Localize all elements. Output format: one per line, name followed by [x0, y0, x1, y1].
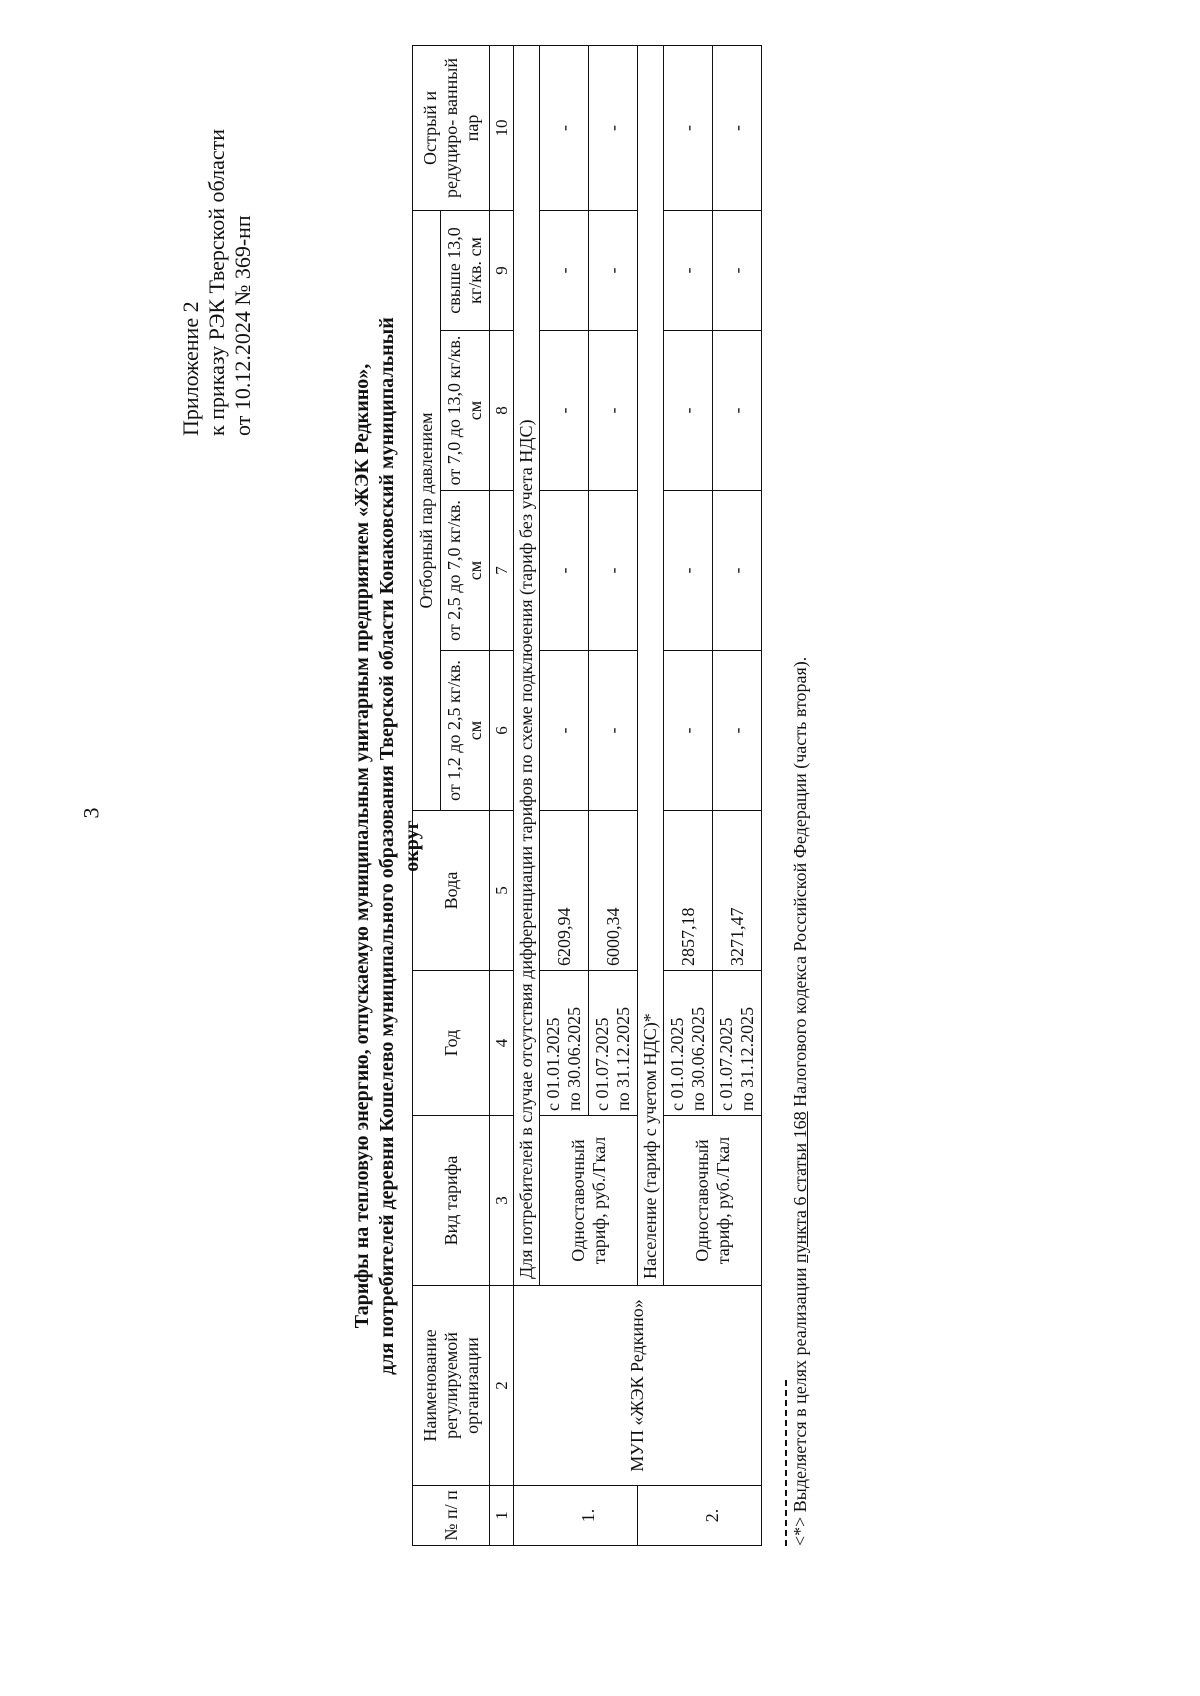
footnote-separator: [785, 1380, 787, 1546]
col-number: 1: [490, 1486, 514, 1546]
appendix-line-2: к приказу РЭК Тверской области: [204, 128, 229, 436]
pressure-2-value: -: [713, 491, 762, 651]
col-number: 10: [490, 45, 514, 210]
year-to: по 31.12.2025: [613, 1006, 633, 1111]
header-year: Год: [413, 971, 490, 1116]
header-num: № п/ п: [413, 1486, 490, 1546]
pressure-2-value: -: [540, 491, 589, 651]
header-org: Наименование регулируемой организации: [413, 1286, 490, 1486]
title-line-1: Тарифы на тепловую энергию, отпускаемую муниципальным унитарным предприятием «ЖЭК Редкино»,: [351, 363, 373, 1329]
pressure-1-value: -: [713, 651, 762, 811]
water-value: 6000,34: [589, 811, 638, 971]
tariff-table: [412, 45, 762, 1546]
year-cell: [713, 971, 762, 1116]
appendix-line-1: Приложение 2: [178, 301, 203, 436]
pressure-2-value: -: [589, 491, 638, 651]
header-pressure-3: от 7,0 до 13,0 кг/кв. см: [441, 331, 490, 491]
pressure-3-value: -: [589, 331, 638, 491]
year-from: с 01.07.2025: [592, 1017, 612, 1111]
year-from: с 01.07.2025: [716, 1017, 736, 1111]
year-cell: [540, 971, 589, 1116]
sharp-steam-value: -: [664, 45, 713, 210]
pressure-1-value: -: [589, 651, 638, 811]
sharp-steam-value: -: [589, 45, 638, 210]
sharp-steam-value: -: [540, 45, 589, 210]
appendix-block: [178, 129, 256, 436]
footnote: [790, 657, 811, 1546]
header-row-1: [413, 45, 441, 1545]
header-water: Вода: [413, 811, 490, 971]
pressure-4-value: -: [713, 210, 762, 330]
section-heading-row: [514, 45, 540, 1545]
header-pressure-4: свыше 13,0 кг/кв. см: [441, 210, 490, 330]
col-number: 7: [490, 491, 514, 651]
section-heading: Для потребителей в случае отсутствия дифференциации тарифов по схеме подключения (тариф без учета НДС): [514, 45, 540, 1285]
header-selected-steam: Отборный пар давлением: [413, 210, 441, 810]
year-to: по 30.06.2025: [688, 1006, 708, 1111]
footnote-law-link: пункта 6 статьи 168: [790, 1111, 810, 1263]
header-tariff-type: Вид тарифа: [413, 1116, 490, 1286]
col-number: 8: [490, 331, 514, 491]
year-to: по 31.12.2025: [737, 1006, 757, 1111]
water-value: 2857,18: [664, 811, 713, 971]
tariff-type-cell: Одноставочный тариф, руб./Гкал: [664, 1116, 762, 1286]
column-number-row: [490, 45, 514, 1545]
pressure-3-value: -: [713, 331, 762, 491]
row-number: 2.: [664, 1486, 762, 1546]
pressure-2-value: -: [664, 491, 713, 651]
year-from: с 01.01.2025: [667, 1017, 687, 1111]
sharp-steam-value: -: [713, 45, 762, 210]
pressure-3-value: -: [664, 331, 713, 491]
header-pressure-1: от 1,2 до 2,5 кг/кв. см: [441, 651, 490, 811]
page-number: 3: [78, 807, 104, 819]
section-heading: Население (тариф с учетом НДС)*: [638, 45, 664, 1285]
org-name-cell: МУП «ЖЭК Редкино»: [514, 1286, 762, 1486]
col-number: 3: [490, 1116, 514, 1286]
water-value: 6209,94: [540, 811, 589, 971]
year-from: с 01.01.2025: [543, 1017, 563, 1111]
pressure-4-value: -: [589, 210, 638, 330]
col-number: 2: [490, 1286, 514, 1486]
col-number: 9: [490, 210, 514, 330]
title-line-2: для потребителей деревни Кошелево муниципального образования Тверской области Конаковский муниципальный округ: [376, 317, 423, 1375]
appendix-line-3: от 10.12.2024 № 369-нп: [230, 215, 255, 436]
year-to: по 30.06.2025: [564, 1006, 584, 1111]
col-number: 4: [490, 971, 514, 1116]
water-value: 3271,47: [713, 811, 762, 971]
footnote-suffix: Налогового кодекса Российской Федерации (часть вторая).: [790, 656, 810, 1112]
pressure-1-value: -: [664, 651, 713, 811]
pressure-1-value: -: [540, 651, 589, 811]
tariff-type-cell: Одноставочный тариф, руб./Гкал: [540, 1116, 638, 1286]
row-number: 1.: [540, 1486, 638, 1546]
year-cell: [589, 971, 638, 1116]
header-pressure-2: от 2,5 до 7,0 кг/кв. см: [441, 491, 490, 651]
header-sharp-steam: Острый и редуциро- ванный пар: [413, 45, 490, 210]
col-number: 5: [490, 811, 514, 971]
col-number: 6: [490, 651, 514, 811]
pressure-3-value: -: [540, 331, 589, 491]
year-cell: [664, 971, 713, 1116]
footnote-prefix: <*> Выделяется в целях реализации: [790, 1262, 810, 1546]
pressure-4-value: -: [664, 210, 713, 330]
pressure-4-value: -: [540, 210, 589, 330]
